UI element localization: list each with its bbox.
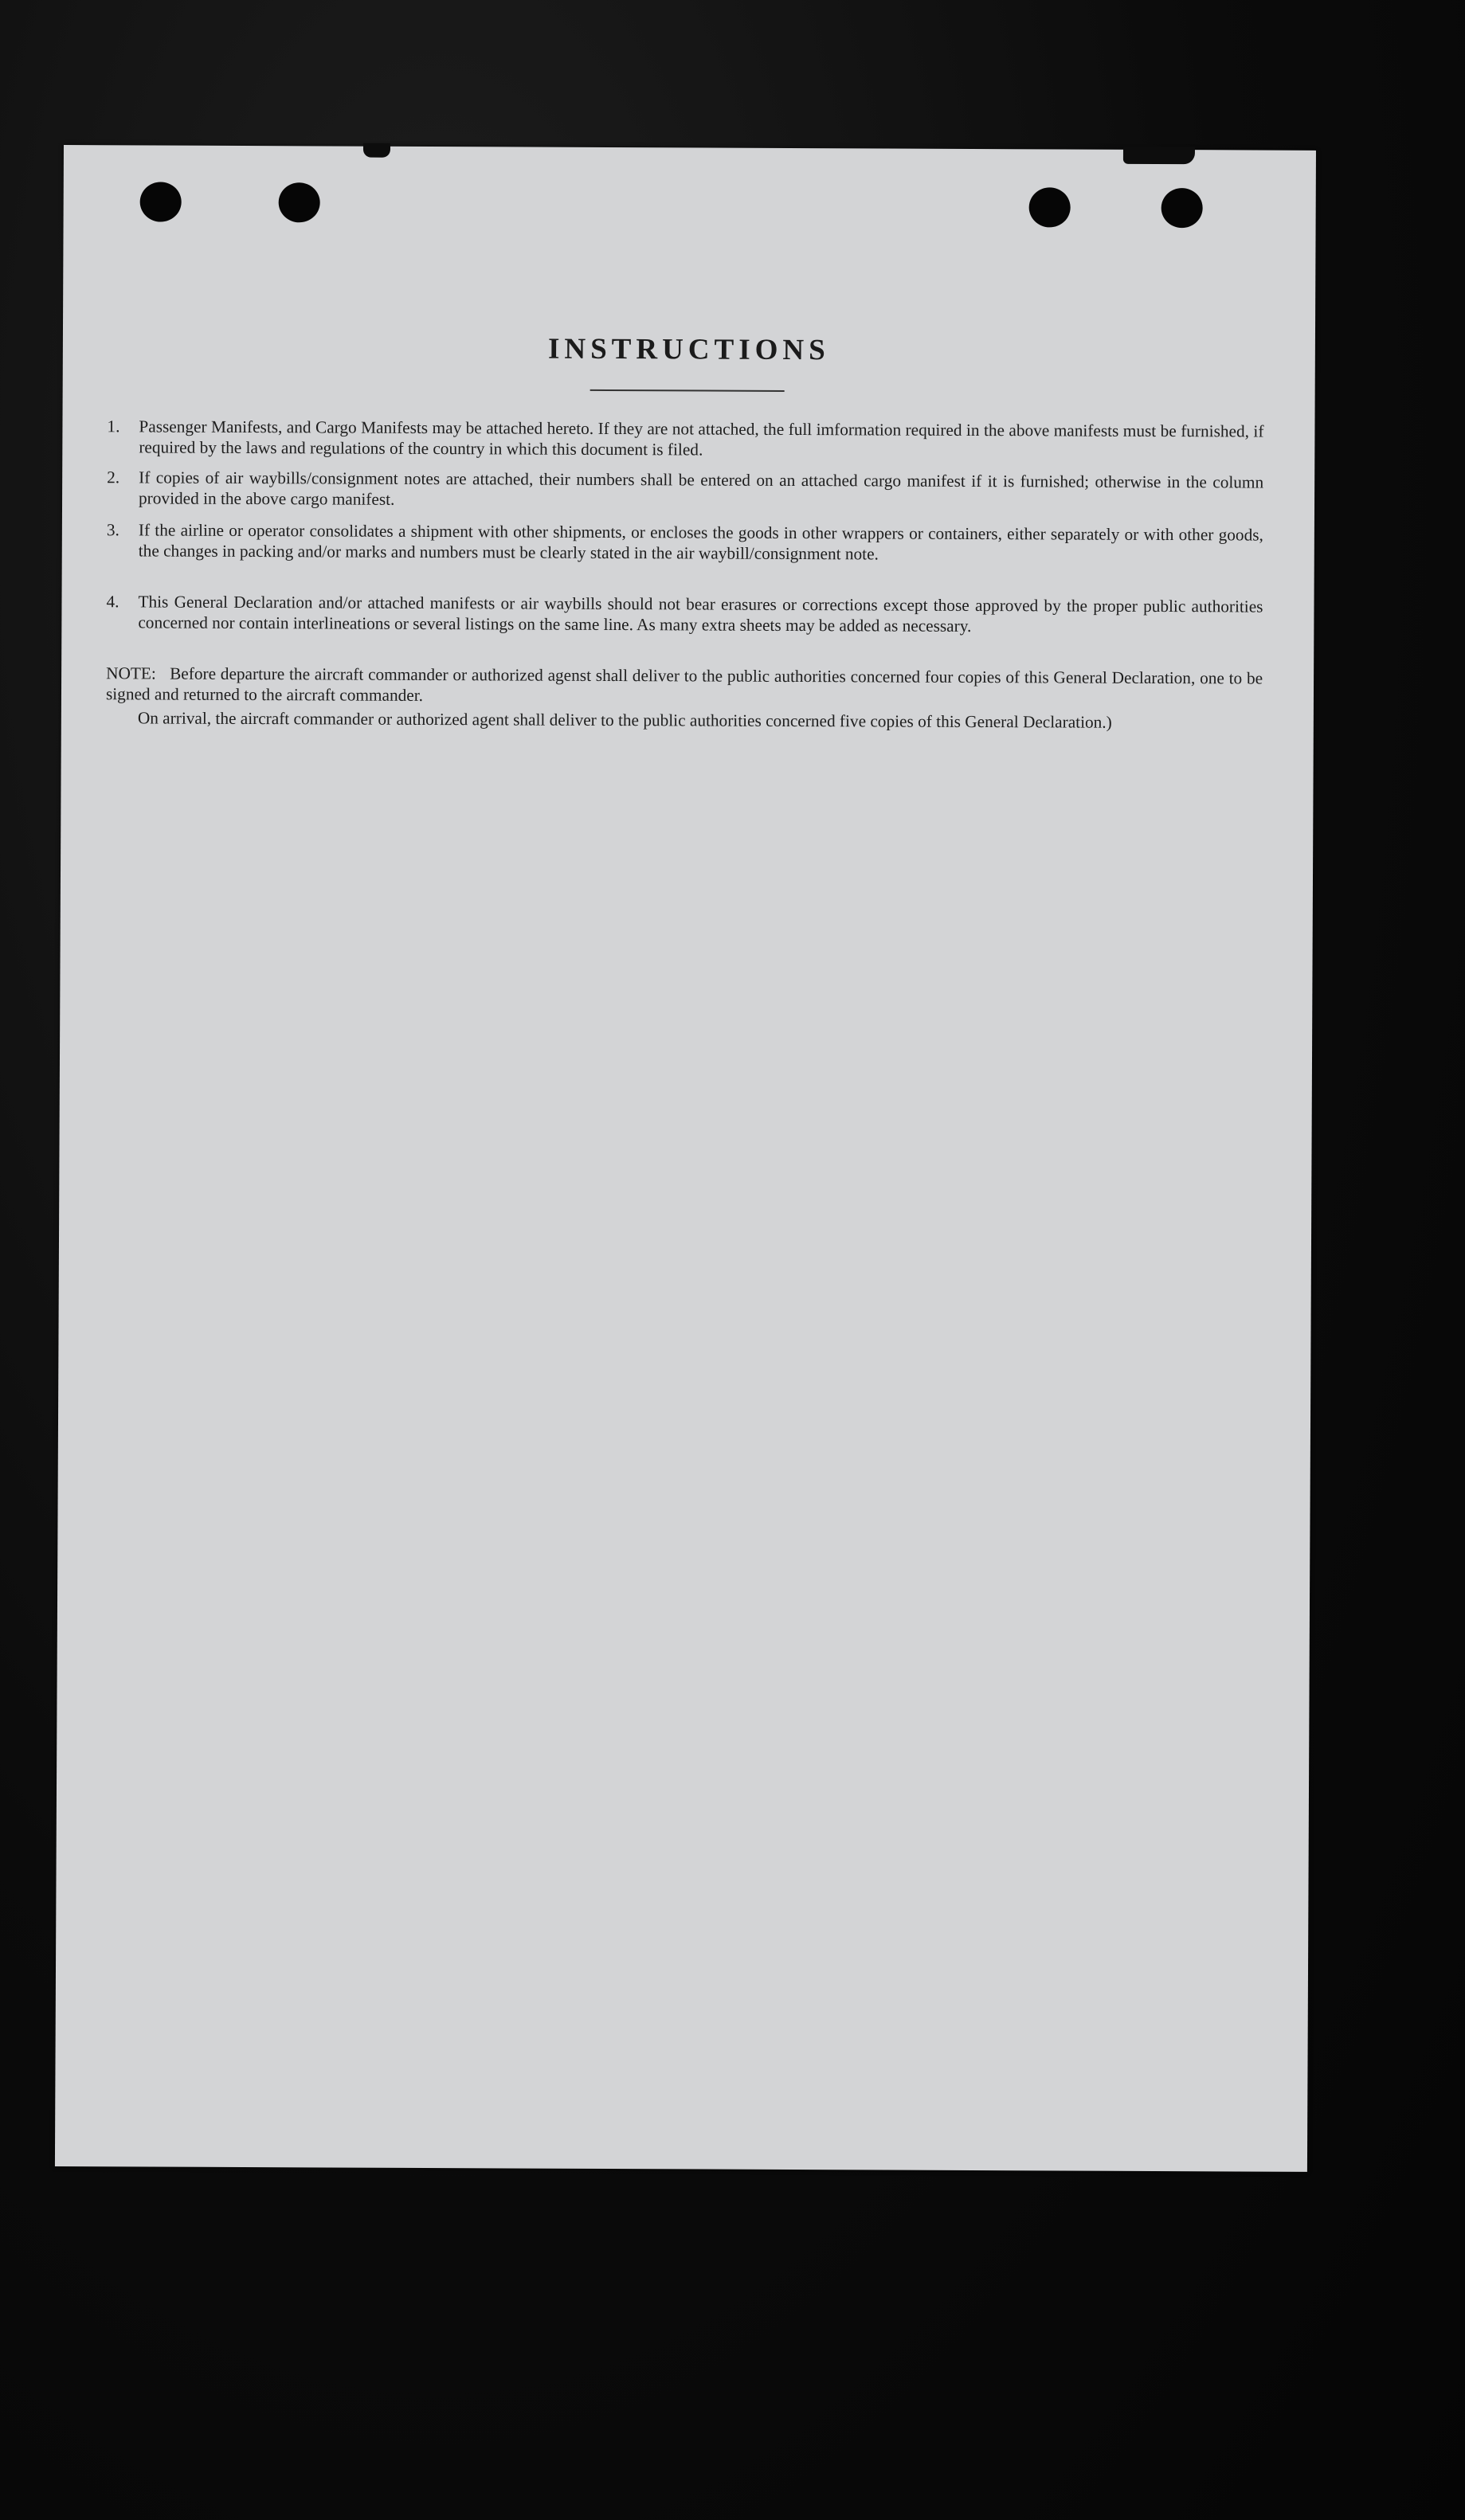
note-block bbox=[106, 663, 1263, 733]
instruction-text: If copies of air waybills/consignment notes are attached, their numbers shall be entered on an attached cargo manifest if it is furnished; otherwise in the column provided in the above cargo manifest. bbox=[139, 468, 1264, 509]
note-arrival-text: On arrival, the aircraft commander or authorized agent shall deliver to the public authorities concerned five copies of this General Declaration.) bbox=[137, 708, 1112, 732]
torn-edge-right bbox=[1123, 147, 1195, 164]
instruction-item-4 bbox=[106, 591, 1263, 637]
torn-edge-left bbox=[363, 143, 390, 158]
note-label: NOTE: bbox=[106, 663, 156, 683]
instruction-number: 2. bbox=[107, 468, 120, 487]
punch-hole-3 bbox=[1029, 187, 1071, 227]
instructions-heading: INSTRUCTIONS bbox=[547, 332, 830, 367]
note-text bbox=[106, 663, 1263, 709]
punch-hole-2 bbox=[279, 182, 320, 222]
instruction-text: Passenger Manifests, and Cargo Manifests may be attached hereto. If they are not attached, the full imformation required in the above manifests must be furnished, if required by the laws and regulations of the country in which this document is filed. bbox=[139, 417, 1264, 460]
instruction-number: 3. bbox=[106, 520, 119, 540]
note-body: Before departure the aircraft commander or authorized agenst shall deliver to the public authorities concerned four copies of this General Declaration, one to be signed and returned to the aircraft commander. bbox=[105, 663, 1263, 705]
instruction-text: If the airline or operator consolidates a shipment with other shipments, or encloses the goods in other wrappers or containers, either separately or with other goods, the changes in packing and/or marks and numbers must be clearly stated in the air waybill/consignment note. bbox=[138, 520, 1263, 564]
punch-hole-4 bbox=[1161, 188, 1203, 228]
instruction-number: 4. bbox=[106, 592, 119, 612]
instruction-text: This General Declaration and/or attached manifests or air waybills should not bear erasures or corrections except those approved by the proper public authorities concerned nor contain interlineations or several listings on the same line. As many extra sheets may be added as necessary. bbox=[138, 592, 1263, 636]
document-sheet bbox=[55, 145, 1316, 2172]
instruction-item-2 bbox=[107, 467, 1263, 513]
instruction-item-1 bbox=[107, 416, 1263, 462]
heading-underline bbox=[590, 389, 785, 392]
punch-hole-1 bbox=[140, 182, 182, 221]
instruction-number: 1. bbox=[107, 417, 120, 436]
instruction-item-3 bbox=[107, 519, 1263, 565]
